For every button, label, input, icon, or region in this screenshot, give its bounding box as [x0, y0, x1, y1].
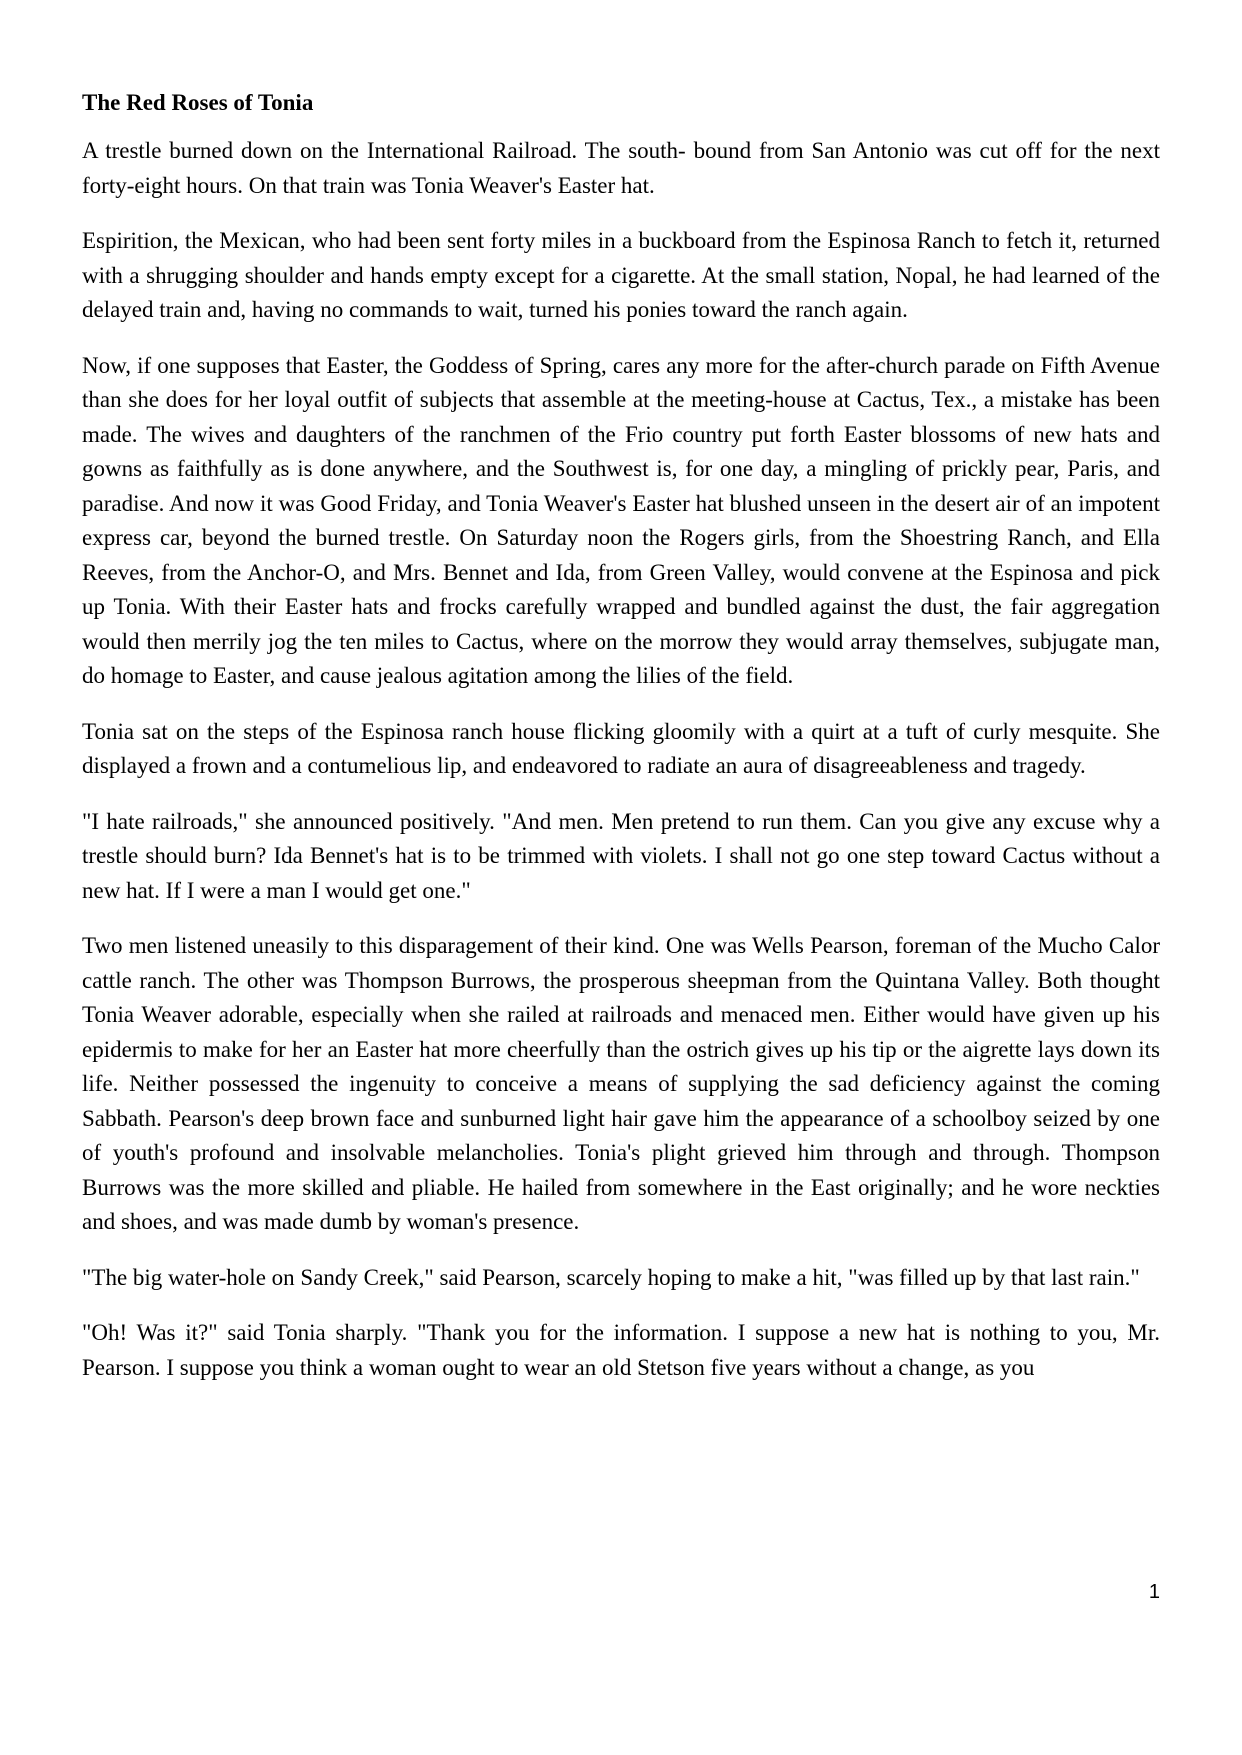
- paragraph-6: Two men listened uneasily to this disparagement of their kind. One was Wells Pearson, foreman of the Mucho Calor cattle ranch. The other was Thompson Burrows, the prosperous sheepman from the Quintana Valley. Both thought Tonia Weaver adorable, especially when she railed at railroads and menaced men. Either would have given up his epidermis to make for her an Easter hat more cheerfully than the ostrich gives up his tip or the aigrette lays down its life. Neither possessed the ingenuity to conceive a means of supplying the sad deficiency against the coming Sabbath. Pearson's deep brown face and sunburned light hair gave him the appearance of a schoolboy seized by one of youth's profound and insolvable melancholies. Tonia's plight grieved him through and through. Thompson Burrows was the more skilled and pliable. He hailed from somewhere in the East originally; and he wore neckties and shoes, and was made dumb by woman's presence.: [82, 933, 1160, 1234]
- story-title: The Red Roses of Tonia: [82, 90, 314, 115]
- paragraph-1: A trestle burned down on the International Railroad. The south- bound from San Antonio was cut off for the next forty-eight hours. On that train was Tonia Weaver's Easter hat.: [82, 138, 1160, 198]
- paragraph-4: Tonia sat on the steps of the Espinosa ranch house flicking gloomily with a quirt at a tuft of curly mesquite. She displayed a frown and a contumelious lip, and endeavored to radiate an aura of disagreeableness and tragedy.: [82, 718, 1160, 778]
- document-body: [82, 86, 1160, 1406]
- paragraph-3: Now, if one supposes that Easter, the Goddess of Spring, cares any more for the after-church parade on Fifth Avenue than she does for her loyal outfit of subjects that assemble at the meeting-house at Cactus, Tex., a mistake has been made. The wives and daughters of the ranchmen of the Frio country put forth Easter blossoms of new hats and gowns as faithfully as is done anywhere, and the Southwest is, for one day, a mingling of prickly pear, Paris, and paradise. And now it was Good Friday, and Tonia Weaver's Easter hat blushed unseen in the desert air of an impotent express car, beyond the burned trestle. On Saturday noon the Rogers girls, from the Shoestring Ranch, and Ella Reeves, from the Anchor-O, and Mrs. Bennet and Ida, from Green Valley, would convene at the Espinosa and pick up Tonia. With their Easter hats and frocks carefully wrapped and bundled against the dust, the fair aggregation would then merrily jog the ten miles to Cactus, where on the morrow they would array themselves, subjugate man, do homage to Easter, and cause jealous agitation among the lilies of the field.: [82, 352, 1160, 688]
- paragraph-7: "The big water-hole on Sandy Creek," said Pearson, scarcely hoping to make a hit, "was filled up by that last rain.": [82, 1264, 1140, 1290]
- page-number: 1: [1148, 1581, 1160, 1603]
- paragraph-8: "Oh! Was it?" said Tonia sharply. "Thank you for the information. I suppose a new hat is nothing to you, Mr. Pearson. I suppose you think a woman ought to wear an old Stetson five years without a change, as you: [82, 1320, 1160, 1380]
- paragraph-2: Espirition, the Mexican, who had been sent forty miles in a buckboard from the Espinosa Ranch to fetch it, returned with a shrugging shoulder and hands empty except for a cigarette. At the small station, Nopal, he had learned of the delayed train and, having no commands to wait, turned his ponies toward the ranch again.: [82, 228, 1160, 322]
- paragraph-5: "I hate railroads," she announced positively. "And men. Men pretend to run them. Can you give any excuse why a trestle should burn? Ida Bennet's hat is to be trimmed with violets. I shall not go one step toward Cactus without a new hat. If I were a man I would get one.": [82, 808, 1160, 903]
